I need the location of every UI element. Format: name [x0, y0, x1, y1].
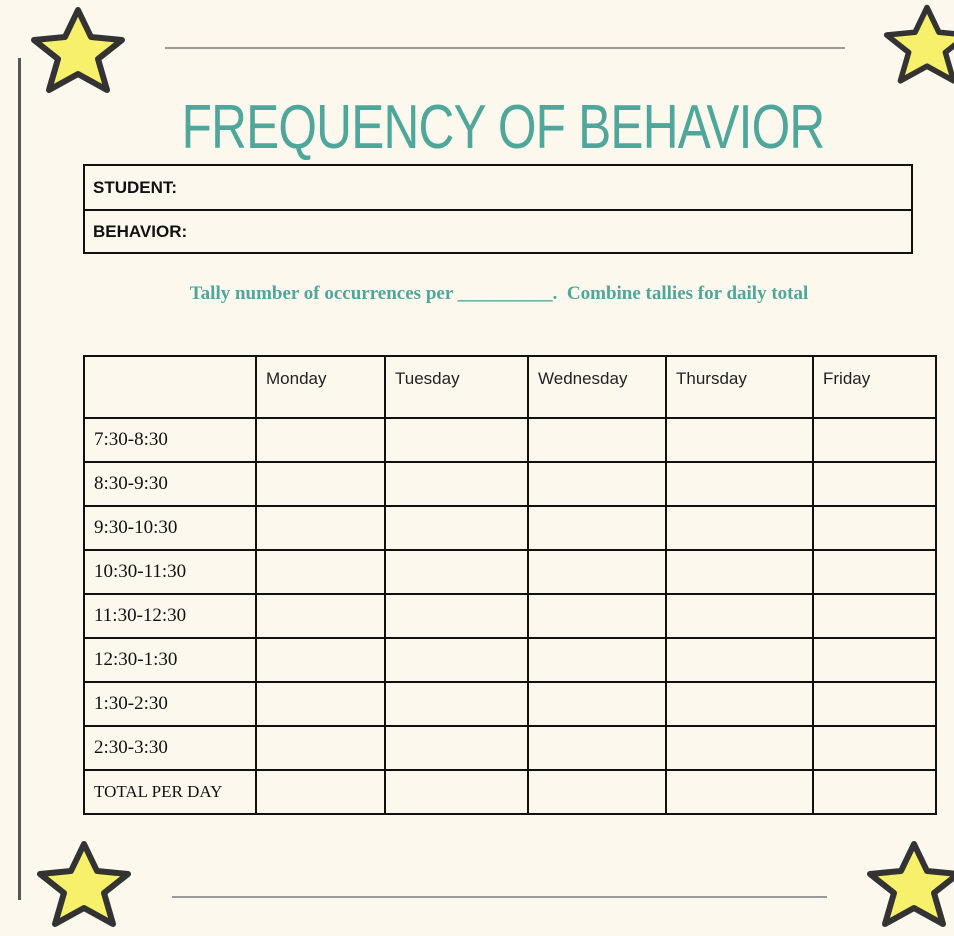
- tally-cell[interactable]: [528, 418, 666, 462]
- tally-cell[interactable]: [666, 418, 813, 462]
- tally-cell[interactable]: [666, 550, 813, 594]
- tally-cell[interactable]: [256, 726, 385, 770]
- day-header: Friday: [813, 356, 936, 418]
- time-slot-label: 7:30-8:30: [84, 418, 256, 462]
- tally-cell[interactable]: [813, 682, 936, 726]
- time-slot-label: 10:30-11:30: [84, 550, 256, 594]
- day-header: Thursday: [666, 356, 813, 418]
- tally-cell[interactable]: [385, 506, 528, 550]
- bottom-divider: [172, 896, 827, 898]
- student-label: STUDENT:: [93, 177, 178, 197]
- time-slot-label: 9:30-10:30: [84, 506, 256, 550]
- tally-cell[interactable]: [256, 506, 385, 550]
- tally-cell[interactable]: [256, 638, 385, 682]
- tally-cell[interactable]: [666, 770, 813, 814]
- tally-cell[interactable]: [256, 682, 385, 726]
- tally-cell[interactable]: [813, 726, 936, 770]
- table-row: [84, 418, 936, 462]
- day-header: Tuesday: [385, 356, 528, 418]
- tally-cell[interactable]: [528, 594, 666, 638]
- tally-cell[interactable]: [528, 726, 666, 770]
- total-label: TOTAL PER DAY: [84, 770, 256, 814]
- time-slot-label: 2:30-3:30: [84, 726, 256, 770]
- tally-cell[interactable]: [385, 638, 528, 682]
- tally-cell[interactable]: [385, 462, 528, 506]
- tally-cell[interactable]: [385, 682, 528, 726]
- table-row: [84, 594, 936, 638]
- student-field[interactable]: [85, 166, 911, 209]
- corner-cell: [84, 356, 256, 418]
- tally-cell[interactable]: [666, 638, 813, 682]
- tally-cell[interactable]: [385, 770, 528, 814]
- tally-cell[interactable]: [256, 770, 385, 814]
- table-row: [84, 506, 936, 550]
- tally-cell[interactable]: [666, 726, 813, 770]
- tally-cell[interactable]: [256, 462, 385, 506]
- table-row: [84, 770, 936, 814]
- day-header: Wednesday: [528, 356, 666, 418]
- tally-cell[interactable]: [528, 506, 666, 550]
- behavior-label: BEHAVIOR:: [93, 221, 188, 241]
- tally-cell[interactable]: [813, 594, 936, 638]
- time-slot-label: 1:30-2:30: [84, 682, 256, 726]
- left-border-line: [18, 58, 21, 900]
- tally-cell[interactable]: [666, 682, 813, 726]
- star-icon: [872, 0, 954, 96]
- tally-cell[interactable]: [256, 594, 385, 638]
- tally-cell[interactable]: [666, 506, 813, 550]
- tally-cell[interactable]: [385, 550, 528, 594]
- instructions-text: Tally number of occurrences per __________. Combine tallies for daily total: [189, 283, 809, 304]
- tally-cell[interactable]: [528, 638, 666, 682]
- table-header-row: [84, 356, 936, 418]
- table-row: [84, 726, 936, 770]
- tally-cell[interactable]: [528, 682, 666, 726]
- time-slot-label: 8:30-9:30: [84, 462, 256, 506]
- tally-cell[interactable]: [256, 550, 385, 594]
- tally-cell[interactable]: [666, 462, 813, 506]
- tally-table: [83, 355, 937, 815]
- table-row: [84, 682, 936, 726]
- behavior-field[interactable]: [85, 209, 911, 252]
- tally-cell[interactable]: [528, 770, 666, 814]
- tally-cell[interactable]: [813, 418, 936, 462]
- star-icon: [24, 836, 144, 936]
- star-icon: [854, 836, 954, 936]
- tally-cell[interactable]: [813, 506, 936, 550]
- tally-cell[interactable]: [528, 462, 666, 506]
- time-slot-label: 12:30-1:30: [84, 638, 256, 682]
- table-row: [84, 462, 936, 506]
- table-row: [84, 550, 936, 594]
- tally-cell[interactable]: [813, 462, 936, 506]
- tally-cell[interactable]: [385, 726, 528, 770]
- star-icon: [18, 2, 138, 102]
- table-row: [84, 638, 936, 682]
- time-slot-label: 11:30-12:30: [84, 594, 256, 638]
- tally-cell[interactable]: [813, 770, 936, 814]
- page-title: FREQUENCY OF BEHAVIOR: [181, 93, 825, 162]
- top-divider: [165, 47, 845, 49]
- tally-cell[interactable]: [385, 418, 528, 462]
- tally-cell[interactable]: [813, 638, 936, 682]
- day-header: Monday: [256, 356, 385, 418]
- student-info-box: [83, 164, 913, 254]
- tally-cell[interactable]: [256, 418, 385, 462]
- tally-cell[interactable]: [666, 594, 813, 638]
- tally-cell[interactable]: [528, 550, 666, 594]
- tally-cell[interactable]: [813, 550, 936, 594]
- tally-cell[interactable]: [385, 594, 528, 638]
